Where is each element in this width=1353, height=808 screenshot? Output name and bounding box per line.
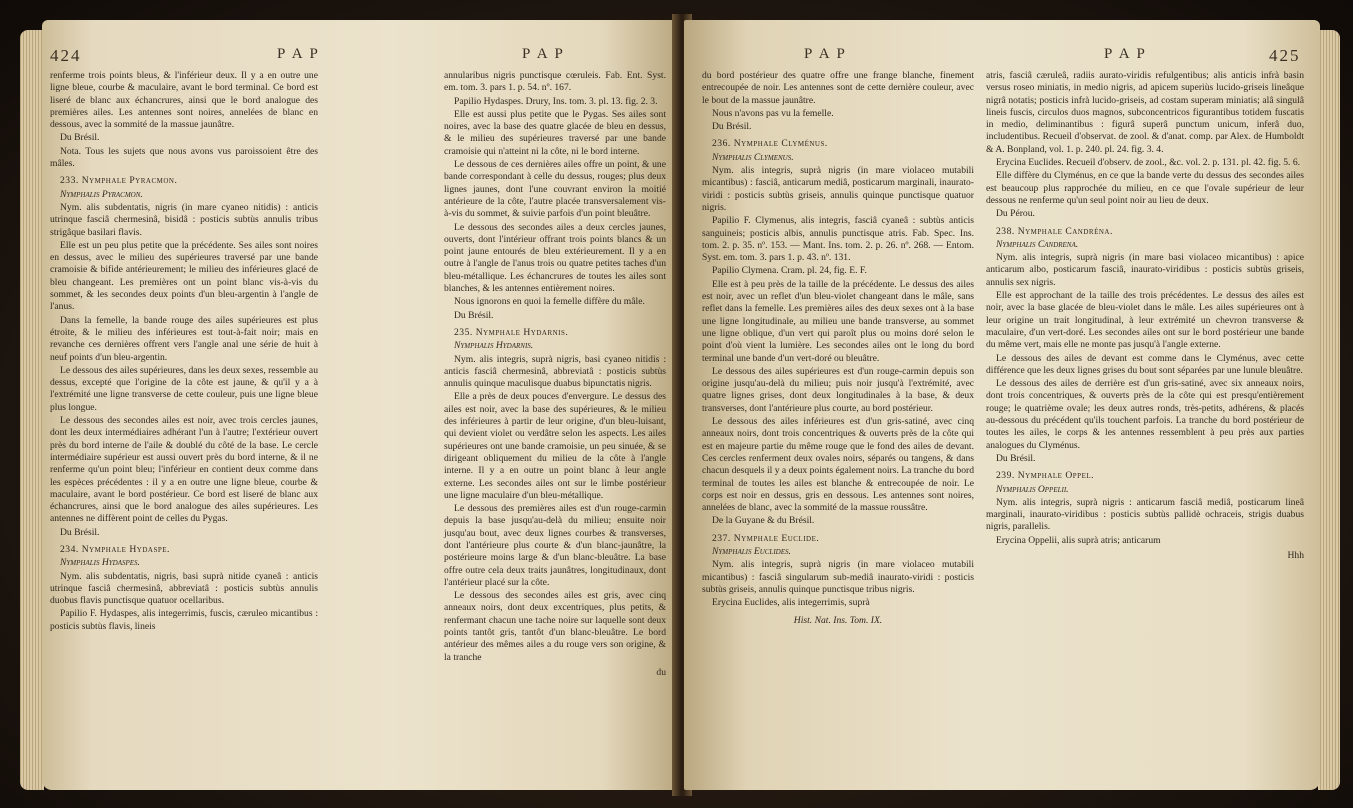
paragraph: Papilio Hydaspes. Drury, Ins. tom. 3. pl. 13. fig. 2. 3. [454, 95, 658, 107]
paragraph: Elle est approchant de la taille des trois précédentes. Le dessus des ailes est noir, avec la base glacée de bleu-violet dans le mâle. Les ailes supérieures ont à leur origine un trait longitudinal, à leur extrémité un chevron transverse & maculaire, d'un vert-doré. Les secondes ailes ont sur le bord postérieur une bande du même vert, mais elle ne monte pas jusqu'à l'angle externe. [986, 290, 1304, 351]
species-heading: 235. Nymphale Hydarnis. [454, 326, 569, 338]
species-heading: 237. Nymphale Euclide. [712, 532, 820, 544]
paragraph: Le dessous des ailes de derrière est d'un gris-satiné, avec six anneaux noirs, dont trois concentriques, & ouverts près de la côte qui est presqu'entièrement rouge; le quatrième ovale; les deux autres ronds, très-petits, adhérens, & placés au-dessous du précédent qu'ils touchent parfois. La tranche du bord postérieur de toutes les ailes, le corps & les antennes ressemblent à peu près aux parties analogues du Clyménus. [986, 378, 1304, 451]
paragraph: Du Brésil. [996, 452, 1036, 464]
paragraph: Nym. alis integris, suprà nigris : anticarum fasciâ mediâ, posticarum lineâ marginali, inaurato-viridibus : posticis subtùs pallidè ochraceis, strigis duabus nigris, parallelis. [986, 496, 1304, 533]
right-page-column-1 [702, 70, 974, 629]
paragraph: Le dessous des premières ailes est d'un rouge-carmin depuis la base jusqu'au-delà du milieu; ensuite noir jusqu'au bout, avec deux lignes courbes & transverses, dont l'antérieure plus courte & d'un blanc-jaunâtre, la postérieure moins large & d'un blanc-bleuâtre. La base offre outre cela deux traits jaunâtres, longitudinaux, dont l'antérieur placé sur la côte. [444, 503, 666, 588]
species-latin-name: Nymphalis Candrena. [996, 238, 1079, 250]
page-footer: Hist. Nat. Ins. Tom. IX. [793, 615, 883, 627]
paragraph: Nym. alis integris, suprà nigris, basi cyaneo nitidis : anticis fasciâ chermesinâ, abbreviatâ : posticis subtùs annulis quinque maculisque duabus bipunctatis nigris. [444, 353, 666, 390]
right-page-column-2 [986, 70, 1304, 563]
paragraph: Du Brésil. [454, 309, 494, 321]
left-page-number: 424 [50, 46, 82, 65]
paragraph: Nym. alis integris, suprà nigris (in mare violaceo mutabili micantibus) : fasciâ, anticarum mediâ, posticarum marginali, inaurato-viridi : posticis subtùs griseis, annulis quinque punctisque quatuor nigris. [702, 165, 974, 213]
paragraph: Dans la femelle, la bande rouge des ailes supérieures est plus étroite, & le milieu des inférieures est tout-à-fait noir; mais en revanche ces dernières offrent vers l'angle anal une série de huit à neuf points d'un bleu-argentin. [50, 314, 318, 363]
species-latin-name: Nymphalis Euclides. [712, 545, 791, 557]
right-page-number: 425 [1269, 46, 1301, 65]
paragraph: Le dessous de ces dernières ailes offre un point, & une bande correspondant à celle du dessus, rouges; plus deux lignes jaunes, dont l'une couvrant environ la moitié antérieure de la côte, l'autre placée transversalement vis-à-vis du sommet, & suivie parfois d'un point bleuâtre. [444, 159, 666, 220]
left-page [42, 20, 678, 790]
paragraph: Elle est un peu plus petite que la précédente. Ses ailes sont noires en dessus, avec le milieu des supérieures traversé par une bande cramoisie & bifide antérieurement; le milieu des inférieures glacé de bleu changeant. Les premières ont un point blanc vis-à-vis du sommet, & les secondes deux points d'un bleu-argentin à l'angle de l'anus. [50, 239, 318, 313]
paragraph: Le dessous des ailes de devant est comme dans le Clyménus, avec cette différence que les deux lignes grises du bout sont séparées par une lunule bleuâtre. [986, 352, 1304, 376]
paragraph: De la Guyane & du Brésil. [712, 515, 815, 527]
paragraph: Elle diffère du Clyménus, en ce que la bande verte du dessus des secondes ailes est beaucoup plus rapprochée du milieu, en ce que l'ovale supérieur de leur dessous ne renferme qu'un seul point noir au lieu de deux. [986, 170, 1304, 206]
page-edges-right [1318, 30, 1340, 790]
paragraph: Nym. alis subdentatis, nigris (in mare cyaneo nitidis) : anticis utrinque fasciâ chermesinâ, bisidâ : posticis subtùs annulis tribus strigâque basilari flavis. [50, 201, 318, 238]
paragraph: Du Brésil. [712, 121, 752, 133]
species-latin-name: Nymphalis Oppelii. [996, 483, 1069, 495]
species-latin-name: Nymphalis Hydarnis. [454, 340, 534, 352]
paragraph: Erycina Euclides, alis integerrimis, suprà [712, 597, 870, 609]
paragraph: Le dessous des secondes ailes est noir, avec trois cercles jaunes, dont les deux intermédiaires adhérant l'un à l'autre; l'extérieur ouvert près du bord interne de l'aile & doublé du côté de la base. Le cercle intermédiaire supérieur est aussi ouvert près du bord interne, & il ne renferme qu'un point bleu; l'inférieur en contient deux comme dans les espèces précédentes : il y a en outre une ligne bleue, courbe & maculaire, avant le bord postérieur. Ce bord est liseré de blanc aux échancrures, ainsi que le bord analogue des ailes supérieures. Les antennes ne diffèrent point de celles du Pygas. [50, 415, 318, 525]
species-heading: 234. Nymphale Hydaspe. [60, 543, 170, 555]
paragraph: annularibus nigris punctisque cœruleis. Fab. Ent. Syst. em. tom. 3. pars 1. p. 54. nº. 167. [444, 70, 666, 94]
catchword: Hhh [1287, 549, 1304, 561]
species-latin-name: Nymphalis Clymenus. [712, 151, 794, 163]
paragraph: renferme trois points bleus, & l'inférieur deux. Il y a en outre une ligne bleue, courbe & maculaire, avant le bord terminal. Ce bord est liseré de blanc aux échancrures, ainsi que le bord analogue des premières ailes. Les antennes sont noires, annelées de blanc en dessous, avec la sommité de la massue jaunâtre. [50, 70, 318, 131]
paragraph: Le dessous des secondes ailes est gris, avec cinq anneaux noirs, dont deux excentriques, plus petits, & renfermant chacun une tache noire sur laquelle sont deux points tantôt gris, tantôt d'un blanc-bleuâtre. Le bord antérieur des mêmes ailes a du rouge vers son origine, & la tranche [444, 590, 666, 663]
catchword: du [656, 666, 666, 678]
paragraph: Nota. Tous les sujets que nous avons vus paroissoient être des mâles. [50, 145, 318, 170]
paragraph: Nym. alis integris, suprà nigris (in mare violaceo mutabili micantibus) : fasciâ singularum sub-mediâ inaurato-viridi : posticis subtùs griseis, annulis quinque punctisque tribus nigris. [702, 559, 974, 595]
paragraph: Erycina Euclides. Recueil d'observ. de zool., &c. vol. 2. p. 131. pl. 42. fig. 5. 6. [996, 157, 1301, 169]
paragraph: Du Brésil. [60, 526, 100, 538]
paragraph: Nym. alis integris, suprà nigris (in mare basi violaceo micantibus) : apice anticarum albo, posticarum fasciâ, inaurato-viridibus : posticis subtùs griseis, annulis sex nigris. [986, 252, 1304, 288]
paragraph: Erycina Oppelii, alis suprà atris; anticarum [996, 534, 1161, 546]
left-running-head-2: P A P [522, 46, 565, 62]
species-heading: 233. Nymphale Pyracmon. [60, 175, 178, 187]
species-latin-name: Nymphalis Hydaspes. [60, 557, 140, 569]
species-latin-name: Nymphalis Pyracmon. [60, 188, 143, 200]
paragraph: Elle est à peu près de la taille de la précédente. Le dessus des ailes est noir, avec un reflet d'un bleu-violet changeant dans le mâle, sans reflet dans la femelle. Les premières ailes des deux sexes ont à la base une ligne longitudinale, au milieu une bande transverse, au sommet une ligne oblique, d'un vert qui paroît plus ou moins doré selon le point d'où vient la lumière. Les secondes ailes ont le long du bord terminal une bande d'un vert-doré ou bleuâtre. [702, 278, 974, 364]
paragraph: atris, fasciâ cæruleâ, radiis aurato-viridis refulgentibus; alis anticis infrà basin versus roseo miniatis, in medio nigris, ad apicem superiùs lucido-griseis lineâque nigrâ notatis; posticis infrà lucido-griseis, ad costam superam miniatis; alâ singulâ lineis fuscis, circulos duos magnos, subconcentricos figurantibus totidem fuscatis in medio, deliminantibus : figurâ superâ punctum unicum, inferâ duo, includentibus. Recueil d'observat. de zool. & d'anat. comp. par Alex. de Humboldt & A. Bonpland, vol. 1. p. 240. pl. 24. fig. 3. 4. [986, 70, 1304, 155]
paragraph: Le dessous des ailes supérieures est d'un rouge-carmin depuis son origine jusqu'au-delà du milieu; puis noir jusqu'à l'extrémité, avec quatre lignes grises, dont deux longitudinales à la base, & deux transverses, dont l'antérieure plus courte, au bord postérieur. [702, 365, 974, 414]
paragraph: Le dessous des ailes inférieures est d'un gris-satiné, avec cinq anneaux noirs, dont trois concentriques & ouverts près de la côte qui est en majeure partie du même rouge que le fond des ailes de devant. Ces cercles renferment deux ovales noirs, séparés ou tangens, & dans chacun desquels il y a deux points également noirs. La tranche du bord terminal de toutes les ailes est blanche & entrecoupée de noir. Le corps est noir en dessus, gris en dessous. Les antennes sont noires, annelées de blanc, avec la sommité de la massue roussâtre. [702, 416, 975, 514]
paragraph: Du Brésil. [60, 132, 100, 144]
species-heading: 236. Nymphale Clyménus. [712, 138, 828, 150]
paragraph: Le dessous des ailes supérieures, dans les deux sexes, ressemble au dessus, excepté que l'origine de la côte est jaune, & qu'il y a à l'extrémité une ligne transverse de cette couleur, puis une ligne bleue plus longue. [50, 364, 318, 413]
paragraph: Du Pérou. [996, 208, 1035, 220]
species-heading: 239. Nymphale Oppel. [996, 470, 1095, 482]
right-running-head-2: P A P [1104, 46, 1147, 62]
species-heading: 238. Nymphale Candréna. [996, 225, 1113, 237]
left-page-column-1 [50, 70, 318, 634]
paragraph: Nym. alis subdentatis, nigris, basi suprà nitide cyaneâ : anticis utrinque fasciâ chermesinâ, abbreviatâ : posticis subtùs annulis duobus flavis punctisque quatuor ocellaribus. [50, 570, 318, 607]
paragraph: Nous ignorons en quoi la femelle diffère du mâle. [454, 296, 645, 308]
left-running-head-1: P A P [277, 46, 320, 62]
paragraph: Elle a près de deux pouces d'envergure. Le dessus des ailes est noir, avec la base des supérieures, & le milieu des inférieures à partir de leur origine, d'un bleu-luisant, qui devient violet ou verdâtre selon les aspects. Les ailes supérieures ont une bande cramoisie, un peu sinuée, & se dirigeant obliquement du milieu de la côte à l'angle interne. Il y a en outre un point blanc à leur angle externe. Les secondes ailes ont sur le limbe postérieur une ligne maculaire d'un bleu-métallique. [444, 391, 666, 501]
paragraph: Papilio F. Clymenus, alis integris, fasciâ cyaneâ : subtùs anticis sanguineis; posticis albis, annulis punctisque atris. Fab. Spec. Ins. tom. 2. p. 35. nº. 153. — Mant. Ins. tom. 2. p. 26. nº. 268. — Entom. Syst. em. tom. 3. pars 1. p. 43. nº. 131. [702, 215, 974, 264]
right-page [684, 20, 1320, 790]
paragraph: Papilio Clymena. Cram. pl. 24, fig. E. F. [712, 265, 867, 277]
paragraph: Elle est aussi plus petite que le Pygas. Ses ailes sont noires, avec la base des quatre glacée de bleu en dessus, & le milieu des supérieures traversé par une bande cramoisie qui n'atteint ni la côte, ni le bord interne. [444, 108, 666, 157]
left-page-column-2 [444, 70, 666, 680]
right-running-head-1: P A P [804, 46, 847, 62]
paragraph: du bord postérieur des quatre offre une frange blanche, finement entrecoupée de noir. Les antennes sont de cette dernière couleur, avec le bout de la massue jaunâtre. [702, 70, 974, 106]
page-edges-left [20, 30, 44, 790]
paragraph: Papilio F. Hydaspes, alis integerrimis, fuscis, cæruleo micantibus : posticis subtùs flavis, lineis [50, 608, 318, 632]
paragraph: Le dessous des secondes ailes a deux cercles jaunes, ouverts, dont l'intérieur offrant trois points blancs & un point jaune entourés de bleu extérieurement. Il y a en outre à l'angle de l'anus trois ou quatre petites taches d'un bleu-métallique. Les échancrures de toutes les ailes sont blanches, & les antennes entièrement noires. [444, 221, 666, 295]
paragraph: Nous n'avons pas vu la femelle. [712, 107, 834, 119]
